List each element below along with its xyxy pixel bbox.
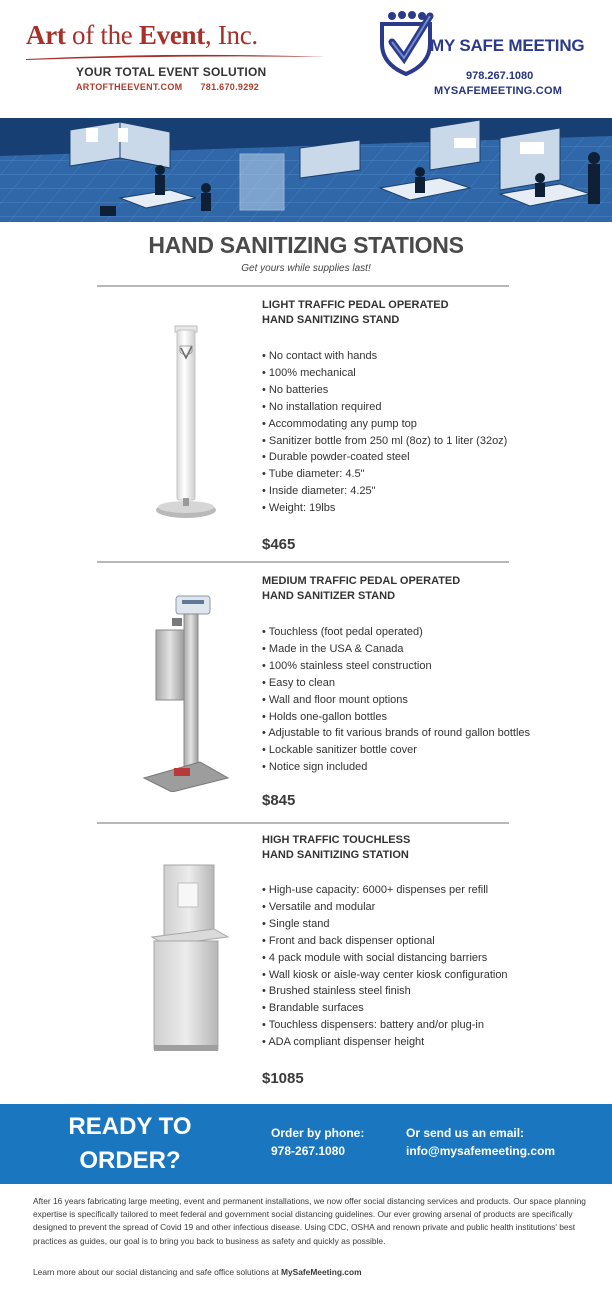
feature-item: • 100% stainless steel construction [262,658,582,675]
company-contact [76,82,326,92]
company-name: Art of the Event, Inc. [26,20,258,50]
section-divider [97,561,509,563]
feature-item: • Single stand [262,916,582,933]
feature-list [262,624,582,776]
product-title: LIGHT TRAFFIC PEDAL OPERATED HAND SANITIZING STAND [262,299,449,326]
company-website[interactable]: ARTOFTHEEVENT.COM [76,82,183,92]
company-phone[interactable]: 781.670.9292 [200,82,260,92]
product-title: MEDIUM TRAFFIC PEDAL OPERATED HAND SANITIZER STAND [262,575,461,602]
feature-item: • High-use capacity: 6000+ dispenses per refill [262,882,582,899]
feature-item: • 100% mechanical [262,365,582,382]
swoosh-underline-icon [26,53,326,61]
product-price: $1085 [262,1070,304,1087]
feature-item: • Lockable sanitizer bottle cover [262,742,582,759]
product-price: $465 [262,536,296,553]
feature-item: • Adjustable to fit various brands of round gallon bottles [262,725,582,742]
brand-name: MY SAFE MEETING [430,36,585,55]
order-email-label: Or send us an email: [406,1126,525,1140]
feature-item: • ADA compliant dispenser height [262,1034,582,1051]
feature-item: • Durable powder-coated steel [262,449,582,466]
order-phone-link[interactable]: 978-267.1080 [271,1144,346,1158]
feature-item: • No contact with hands [262,348,582,365]
header [0,0,612,118]
feature-item: • Brandable surfaces [262,1000,582,1017]
brand-phone[interactable]: 978.267.1080 [466,70,534,82]
learn-more-link[interactable]: MySafeMeeting.com [281,1267,362,1277]
feature-item: • Sanitizer bottle from 250 ml (8oz) to 1 liter (32oz) [262,433,582,450]
feature-item: • Wall and floor mount options [262,692,582,709]
shield-checkmark-logo-icon [378,10,434,76]
feature-item: • Accommodating any pump top [262,416,582,433]
section-divider [97,285,509,287]
order-email-link[interactable]: info@mysafemeeting.com [406,1144,556,1158]
isometric-office-illustration-icon [0,118,612,222]
feature-item: • Touchless dispensers: battery and/or plug-in [262,1017,582,1034]
page-subtitle: Get yours while supplies last! [241,263,371,274]
feature-item: • No batteries [262,382,582,399]
feature-item: • Versatile and modular [262,899,582,916]
feature-item: • Touchless (foot pedal operated) [262,624,582,641]
order-cta-banner [0,1104,612,1184]
feature-item: • Brushed stainless steel finish [262,983,582,1000]
feature-item: • Easy to clean [262,675,582,692]
product-title: HIGH TRAFFIC TOUCHLESS HAND SANITIZING STATION [262,834,411,861]
page-title: HAND SANITIZING STATIONS [148,232,464,258]
order-phone-label: Order by phone: [271,1126,365,1140]
cta-headline: READY TO ORDER? [68,1113,192,1174]
company-tagline: YOUR TOTAL EVENT SOLUTION [76,65,267,79]
learn-more-line [33,1267,362,1277]
brand-url[interactable]: MYSAFEMEETING.COM [434,85,563,97]
feature-item: • Tube diameter: 4.5" [262,466,582,483]
feature-item: • Made in the USA & Canada [262,641,582,658]
medium-traffic-sanitizer-stand-image [140,592,230,792]
feature-item: • No installation required [262,399,582,416]
feature-list [262,882,582,1051]
learn-more-text: Learn more about our social distancing and safe office solutions at [33,1267,281,1277]
feature-item: • Inside diameter: 4.25" [262,483,582,500]
feature-item: • Notice sign included [262,759,582,776]
feature-item: • Wall kiosk or aisle-way center kiosk configuration [262,967,582,984]
feature-item: • 4 pack module with social distancing barriers [262,950,582,967]
office-banner-illustration [0,118,612,222]
about-paragraph: After 16 years fabricating large meeting, event and permanent installations, we now offer social distancing services and products. Our space planning expertise is specifically tailored to meet federal and government social distancing guidelines. Our ever growing arsenal of products are specifically designed to prevent the spread of Covid 19 and other infectious disease. Using CDC, OSHA and renown private and public health institutions' best practices as guides, our goal is to bring you back to business as safety and quickly as possible. [33,1196,586,1246]
section-divider [97,822,509,824]
art-of-the-event-logo[interactable] [26,20,326,92]
feature-item: • Weight: 19lbs [262,500,582,517]
light-traffic-sanitizer-stand-image [150,324,220,522]
feature-list [262,348,582,517]
feature-item: • Front and back dispenser optional [262,933,582,950]
high-traffic-sanitizer-station-image [150,859,230,1054]
feature-item: • Holds one-gallon bottles [262,709,582,726]
product-price: $845 [262,792,296,809]
